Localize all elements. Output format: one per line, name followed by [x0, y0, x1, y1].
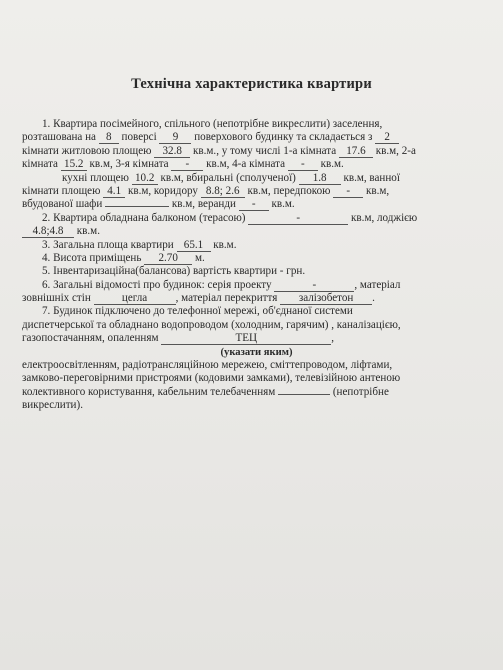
- text: кв.м.: [76, 225, 100, 238]
- text: диспетчерської та обладнано водопроводом (холодним, гарячим) , каналізацією,: [22, 318, 401, 331]
- p7-line-5: [22, 372, 491, 385]
- p7-line-4: [22, 359, 491, 372]
- text: кв.м,: [366, 184, 390, 197]
- text: поверсі: [121, 131, 157, 144]
- text: кухні площею: [62, 171, 129, 184]
- floors-total-field: 9: [159, 131, 191, 144]
- p1-line-5: [22, 172, 491, 185]
- room2-field: 15.2: [61, 158, 87, 171]
- text: 1. Квартира посімейного, спільного (непотрібне викреслити) заселення,: [42, 118, 383, 130]
- walls-field: цегла: [94, 292, 176, 305]
- text: грн.: [286, 265, 306, 278]
- p1-line-6: [22, 185, 491, 198]
- text: поверхового будинку та складається з: [194, 131, 373, 144]
- hint-text: (указати яким): [220, 346, 293, 358]
- text: 2. Квартира обладнана балконом (терасою): [42, 211, 246, 224]
- p7-line-2: [22, 319, 491, 332]
- floor-field: 8: [99, 131, 119, 144]
- balcony-field: -: [248, 212, 348, 225]
- hall-field: -: [333, 185, 363, 198]
- text: кімната: [22, 158, 58, 171]
- text: викреслити).: [22, 399, 83, 412]
- p7-line-3: [22, 332, 491, 345]
- text: (непотрібне: [332, 385, 389, 398]
- text: кімнати площею: [22, 184, 101, 197]
- text: , матеріал перекриття: [175, 292, 278, 305]
- text: розташована на: [22, 131, 96, 144]
- text: зовнішніх стін: [22, 292, 91, 305]
- kitchen-field: 10.2: [132, 172, 158, 185]
- text: замково-переговірними пристроями (кодовими замками), телевізійною антеною: [22, 372, 401, 385]
- p6-line-1: [22, 279, 491, 292]
- text: м.: [194, 251, 205, 264]
- value-text: -: [279, 265, 284, 278]
- p1-line-4: [22, 158, 491, 171]
- text: 7. Будинок підключено до телефонної мережі, об'єднаної системи: [42, 305, 353, 318]
- text: вбудованої шафи: [22, 198, 103, 211]
- text: кімнати житловою площею: [22, 144, 152, 157]
- height-field: 2.70: [144, 252, 192, 265]
- text: 4. Висота приміщень: [42, 251, 142, 264]
- text: кв.м, 3-я кімната: [89, 158, 169, 171]
- p4-line: [22, 252, 491, 265]
- p7-line-1: [22, 305, 491, 318]
- wardrobe-field: [105, 206, 169, 207]
- document-title: Технічна характеристика квартири: [131, 76, 372, 92]
- room4-field: -: [288, 158, 318, 171]
- text: кв.м, коридору: [127, 184, 198, 197]
- text: 3. Загальна площа квартири: [42, 238, 174, 251]
- p2-line-1: [22, 212, 491, 225]
- room3-field: -: [171, 158, 203, 171]
- p7-hint: [22, 346, 491, 359]
- text: ,: [331, 332, 335, 345]
- cable-field: [278, 394, 330, 395]
- text: електроосвітленням, радіотрансляційною мережею, сміттепроводом, ліфтами,: [22, 359, 393, 372]
- text: кв.м, ванної: [343, 171, 400, 184]
- text: кв.м, веранди: [171, 198, 236, 211]
- text: кв.м, передпокою: [247, 184, 331, 197]
- text: .: [372, 292, 375, 305]
- bath-field: 4.1: [103, 185, 125, 198]
- text: кв.м, лоджією: [351, 211, 418, 224]
- text: кв.м, 4-а кімната: [206, 158, 286, 171]
- floors-material-field: залізобетон: [280, 292, 372, 305]
- text: кв.м.: [271, 198, 295, 211]
- total-area-field: 65.1: [177, 239, 211, 252]
- p5-line: [22, 265, 491, 278]
- text: кв.м, вбиральні (сполученої): [160, 171, 296, 184]
- text: , матеріал: [354, 278, 401, 291]
- series-field: -: [274, 279, 354, 292]
- p1-line-2: [22, 131, 491, 144]
- text: кв.м., у тому числі 1-а кімната: [193, 144, 337, 157]
- text: кв.м, 2-а: [375, 144, 416, 157]
- heating-field: ТЕЦ: [161, 332, 331, 345]
- p7-line-6: [22, 386, 491, 399]
- p3-line: [22, 239, 491, 252]
- p2-line-2: [22, 225, 491, 238]
- p7-line-7: [22, 399, 491, 412]
- wc-field: 1.8: [299, 172, 341, 185]
- veranda-field: -: [239, 198, 269, 211]
- text: газопостачанням, опаленням: [22, 332, 159, 345]
- p1-line-1: [22, 118, 491, 131]
- loggia-field: 4.8;4.8: [22, 225, 74, 238]
- p6-line-2: [22, 292, 491, 305]
- text: кв.м.: [320, 158, 344, 171]
- text: кв.м.: [213, 238, 237, 251]
- corridor-field: 8.8; 2.6: [201, 185, 245, 198]
- p1-line-3: [22, 145, 491, 158]
- text: 5. Інвентаризаційна(балансова) вартість квартири: [42, 265, 278, 278]
- text: 6. Загальні відомості про будинок: серія проекту: [42, 278, 272, 291]
- document-body: [22, 118, 491, 413]
- rooms-field: 2: [375, 131, 399, 144]
- living-area-field: 32.8: [154, 145, 190, 158]
- p1-line-7: [22, 198, 491, 211]
- text: колективного користування, кабельним телебаченням: [22, 385, 276, 398]
- room1-field: 17.6: [339, 145, 373, 158]
